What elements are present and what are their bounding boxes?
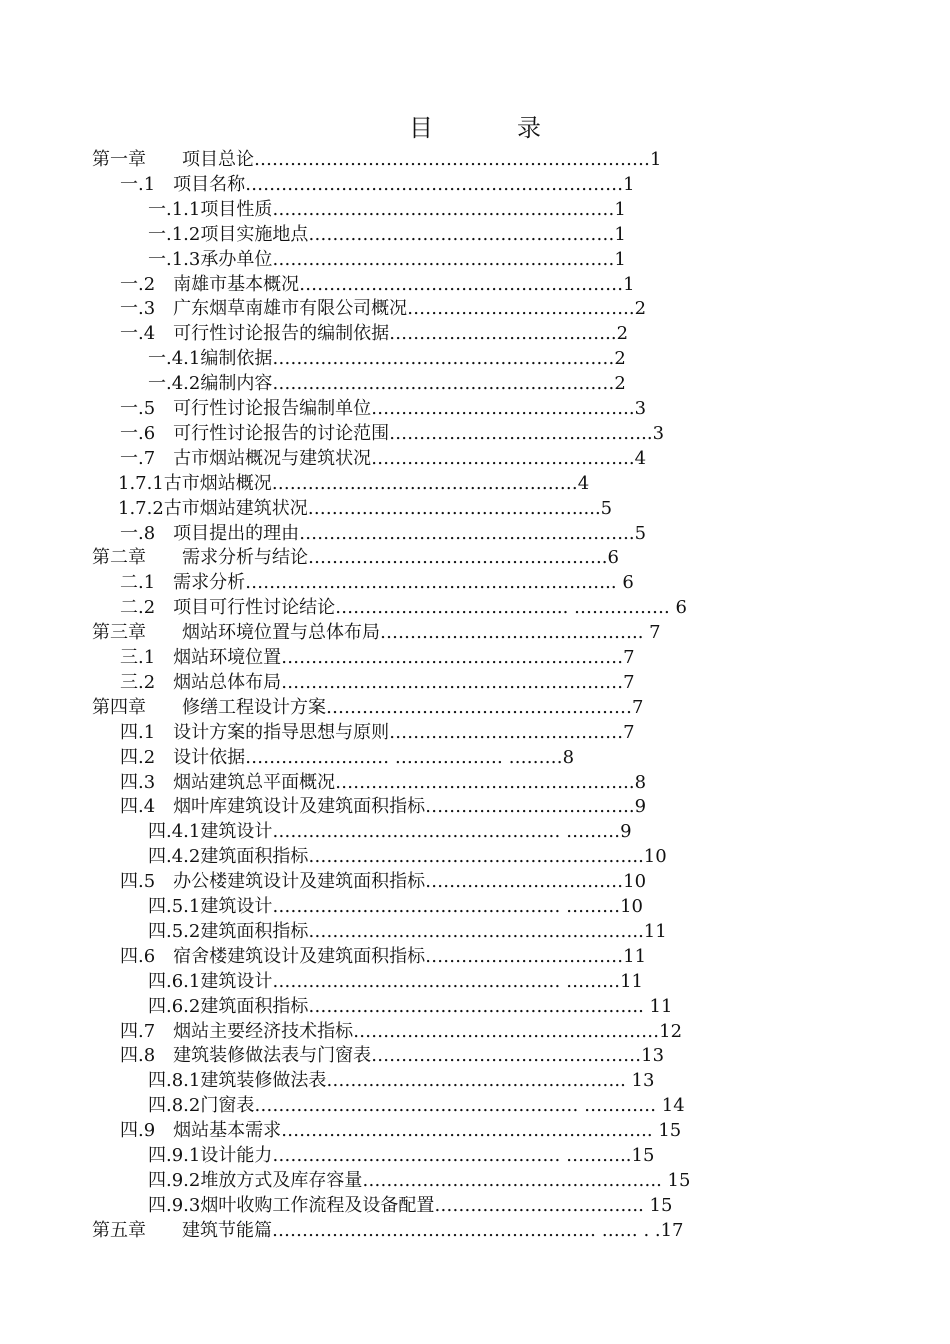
toc-entry[interactable] [120, 571, 826, 595]
toc-entry[interactable] [120, 1020, 826, 1044]
toc-entry[interactable] [148, 1069, 826, 1093]
toc-entry[interactable] [148, 1144, 826, 1168]
toc-entry[interactable] [92, 148, 826, 172]
toc-entry-text: 1.7.2古市烟站建筑状况………………………………………....5 [118, 497, 613, 519]
toc-entry-text: 四.4.1建筑设计………………………………………… ………9 [148, 821, 632, 843]
toc-entry[interactable] [148, 248, 826, 272]
toc-entry-text: 四.2 设计依据…………………… ……………… ………8 [120, 746, 575, 768]
toc-entry-text: 四.5.1建筑设计………………………………………… ………10 [148, 896, 643, 917]
toc-entry[interactable] [148, 198, 826, 222]
toc-entry-text: 四.9.2堆放方式及库存容量………………………………………….. 15 [148, 1169, 691, 1191]
toc-entry-text: 四.4.2建筑面积指标………………………………………………..10 [148, 846, 667, 868]
toc-entry-text: 一.2 南雄市基本概况………………………………………………1 [120, 273, 635, 295]
toc-entry-text: 一.4.1编制依据…………………………………………………2 [148, 348, 626, 370]
toc-entry[interactable] [120, 1044, 826, 1068]
toc-entry-text: 一.1 项目名称………………………………………………………1 [120, 173, 635, 195]
toc-entry[interactable] [148, 995, 826, 1019]
toc-entry[interactable] [148, 920, 826, 944]
toc-entry-text: 一.5 可行性讨论报告编制单位……………………………………..3 [120, 398, 647, 419]
toc-entry[interactable] [118, 497, 826, 521]
toc-entry-text: 四.3 烟站建筑总平面概况…………………………………………..8 [120, 771, 647, 793]
toc-entry-text: 二.2 项目可行性讨论结论………………………………... ……………. 6 [120, 597, 687, 619]
toc-entry-text: 一.4 可行性讨论报告的编制依据………………………………..2 [120, 323, 629, 345]
toc-entry[interactable] [148, 895, 826, 919]
toc-entry-text: 四.1 设计方案的指导思想与原则…………………………………7 [120, 721, 635, 743]
toc-entry[interactable] [92, 696, 826, 720]
toc-entry[interactable] [92, 621, 826, 645]
toc-entry[interactable] [148, 223, 826, 247]
toc-entry[interactable] [148, 1094, 826, 1118]
toc-entry-text: 四.4 烟叶库建筑设计及建筑面积指标……………………………..9 [120, 796, 647, 818]
toc-entry[interactable] [120, 397, 826, 421]
toc-entry[interactable] [120, 671, 826, 695]
toc-title: 目 录 [409, 114, 571, 142]
toc-entry[interactable] [120, 646, 826, 670]
toc-entry[interactable] [120, 945, 826, 969]
toc-entry[interactable] [120, 1119, 826, 1143]
toc-entry[interactable] [148, 820, 826, 844]
toc-entry[interactable] [120, 746, 826, 770]
toc-entry[interactable] [148, 1169, 826, 1193]
toc-entry[interactable] [120, 322, 826, 346]
toc-entry[interactable] [148, 347, 826, 371]
toc-entry-text: 四.8.2门窗表……………………………………………… ………… 14 [148, 1095, 685, 1117]
toc-entry-text: 第三章 烟站环境位置与总体布局…………………………………….. 7 [92, 622, 661, 644]
toc-entry-text: 第二章 需求分析与结论…………………………………………..6 [92, 547, 619, 569]
toc-entry-text: 一.6 可行性讨论报告的讨论范围……………………………………..3 [120, 422, 665, 444]
toc-entry[interactable] [120, 721, 826, 745]
toc-entry[interactable] [120, 273, 826, 297]
toc-entry-text: 二.1 需求分析…………………………………………………….. 6 [120, 572, 634, 594]
toc-entry[interactable] [120, 596, 826, 620]
toc-entry[interactable] [120, 297, 826, 321]
toc-entry[interactable] [120, 447, 826, 471]
toc-entry[interactable] [118, 472, 826, 496]
toc-entry[interactable] [92, 546, 826, 570]
toc-entry-text: 四.6.1建筑设计………………………………………… ………11 [148, 970, 643, 992]
toc-entry[interactable] [148, 1194, 826, 1218]
toc-entry-text: 四.8 建筑装修做法表与门窗表………………………………………13 [120, 1045, 665, 1067]
toc-entry-text: 四.5 办公楼建筑设计及建筑面积指标……………………………10 [120, 871, 647, 893]
toc-entry-text: 一.1.1项目性质…………………………………………………1 [148, 198, 626, 220]
toc-entry[interactable] [120, 771, 826, 795]
toc-entry[interactable] [120, 522, 826, 546]
toc-entry-text: 四.7 烟站主要经济技术指标……………………………………………12 [120, 1020, 683, 1042]
toc-entry-text: 第一章 项目总论…………………………………………………………1 [92, 149, 662, 170]
toc-entry[interactable] [148, 845, 826, 869]
toc-entry[interactable] [120, 422, 826, 446]
toc-entry-text: 第四章 修缮工程设计方案……………………………………………7 [92, 696, 644, 718]
toc-entry-text: 第五章 建筑节能篇……………………………………………… …… . .17 [92, 1219, 684, 1241]
toc-entry-text: 四.5.2建筑面积指标………………………………………………..11 [148, 920, 667, 942]
toc-entry-text: 四.8.1建筑装修做法表………………………………………….. 13 [148, 1070, 655, 1092]
toc-entry-text: 三.2 烟站总体布局…………………………………………………7 [120, 671, 635, 693]
toc-entry[interactable] [120, 870, 826, 894]
toc-entry-text: 一.1.2项目实施地点……………………………………………1 [148, 223, 626, 245]
toc-entry[interactable] [148, 372, 826, 396]
toc-entry-text: 一.1.3承办单位…………………………………………………1 [148, 248, 626, 270]
toc-entry-text: 一.8 项目提出的理由………………………………………………..5 [120, 522, 647, 544]
toc-entry-text: 一.7 古市烟站概况与建筑状况……………………………………..4 [120, 447, 647, 469]
toc-entry-text: 三.1 烟站环境位置…………………………………………………7 [120, 647, 635, 668]
toc-entry-text: 一.3 广东烟草南雄市有限公司概况………………………………..2 [120, 298, 647, 320]
toc-entry[interactable] [120, 795, 826, 819]
toc-entry-text: 1.7.1古市烟站概况……………………………………………4 [118, 472, 590, 494]
toc-entry-text: 一.4.2编制内容…………………………………………………2 [148, 373, 626, 395]
toc-entry-text: 四.9 烟站基本需求…………………………………………………….. 15 [120, 1120, 682, 1142]
toc-entry[interactable] [120, 173, 826, 197]
toc-entry-text: 四.6.2建筑面积指标……………………………………………….. 11 [148, 995, 673, 1017]
toc-entry[interactable] [92, 1219, 826, 1243]
toc-entry-text: 四.9.1设计能力………………………………………… ………..15 [148, 1145, 655, 1166]
toc-entry-text: 四.6 宿舍楼建筑设计及建筑面积指标……………………………11 [120, 945, 647, 967]
toc-entry[interactable] [148, 970, 826, 994]
toc-entry-text: 四.9.3烟叶收购工作流程及设备配置…………………………….. 15 [148, 1194, 673, 1216]
